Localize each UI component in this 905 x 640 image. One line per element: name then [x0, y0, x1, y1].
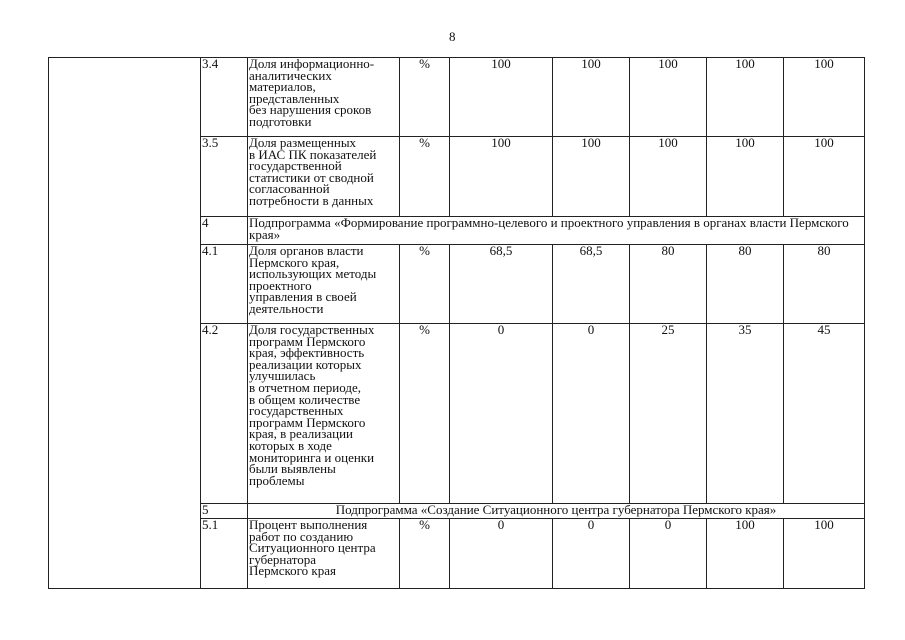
value-cell: 80: [707, 245, 784, 324]
row-number: 4.1: [201, 245, 248, 324]
row-number: 5.1: [201, 519, 248, 589]
value-cell: 68,5: [553, 245, 630, 324]
value-cell: 100: [553, 58, 630, 137]
value-cell: 0: [450, 519, 553, 589]
value-cell: 0: [450, 324, 553, 504]
value-cell: 100: [784, 58, 865, 137]
unit-cell: %: [400, 58, 450, 137]
value-cell: 100: [630, 58, 707, 137]
unit-cell: %: [400, 245, 450, 324]
value-cell: 0: [553, 324, 630, 504]
value-cell: 45: [784, 324, 865, 504]
indicators-table: [48, 57, 865, 589]
row-number: 4.2: [201, 324, 248, 504]
value-cell: 100: [784, 519, 865, 589]
row-number: 3.5: [201, 137, 248, 217]
value-cell: 100: [630, 137, 707, 217]
unit-cell: %: [400, 519, 450, 589]
indicator-name: Доля органов власти Пермского края, использующих методы проектного управления в своей деятельности: [248, 245, 400, 324]
table-row: [49, 58, 865, 137]
value-cell: 100: [450, 58, 553, 137]
value-cell: 68,5: [450, 245, 553, 324]
value-cell: 80: [630, 245, 707, 324]
subprogram-title: Подпрограмма «Создание Ситуационного центра губернатора Пермского края»: [248, 504, 865, 519]
row-number: 5: [201, 504, 248, 519]
unit-cell: %: [400, 324, 450, 504]
subprogram-title: Подпрограмма «Формирование программно-целевого и проектного управления в органах власти Пермского края»: [248, 217, 865, 245]
indicator-name: Доля размещенных в ИАС ПК показателей государственной статистики от сводной согласованной потребности в данных: [248, 137, 400, 217]
row-number: 4: [201, 217, 248, 245]
value-cell: 100: [707, 519, 784, 589]
indicator-name: Процент выполнения работ по созданию Ситуационного центра губернатора Пермского края: [248, 519, 400, 589]
value-cell: 100: [450, 137, 553, 217]
value-cell: 80: [784, 245, 865, 324]
blank-column-cell: [49, 58, 201, 589]
indicator-name: Доля информационно- аналитических материалов, представленных без нарушения сроков подготовки: [248, 58, 400, 137]
value-cell: 100: [707, 137, 784, 217]
value-cell: 35: [707, 324, 784, 504]
value-cell: 100: [707, 58, 784, 137]
row-number: 3.4: [201, 58, 248, 137]
page-number: 8: [449, 29, 456, 44]
value-cell: 100: [553, 137, 630, 217]
indicator-name: Доля государственных программ Пермского края, эффективность реализации которых улучшилась в отчетном периоде, в общем количестве государственных программ Пермского края, в реализации которых в ходе мониторинга и оценки были выявлены проблемы: [248, 324, 400, 504]
unit-cell: %: [400, 137, 450, 217]
value-cell: 0: [630, 519, 707, 589]
value-cell: 25: [630, 324, 707, 504]
value-cell: 100: [784, 137, 865, 217]
value-cell: 0: [553, 519, 630, 589]
